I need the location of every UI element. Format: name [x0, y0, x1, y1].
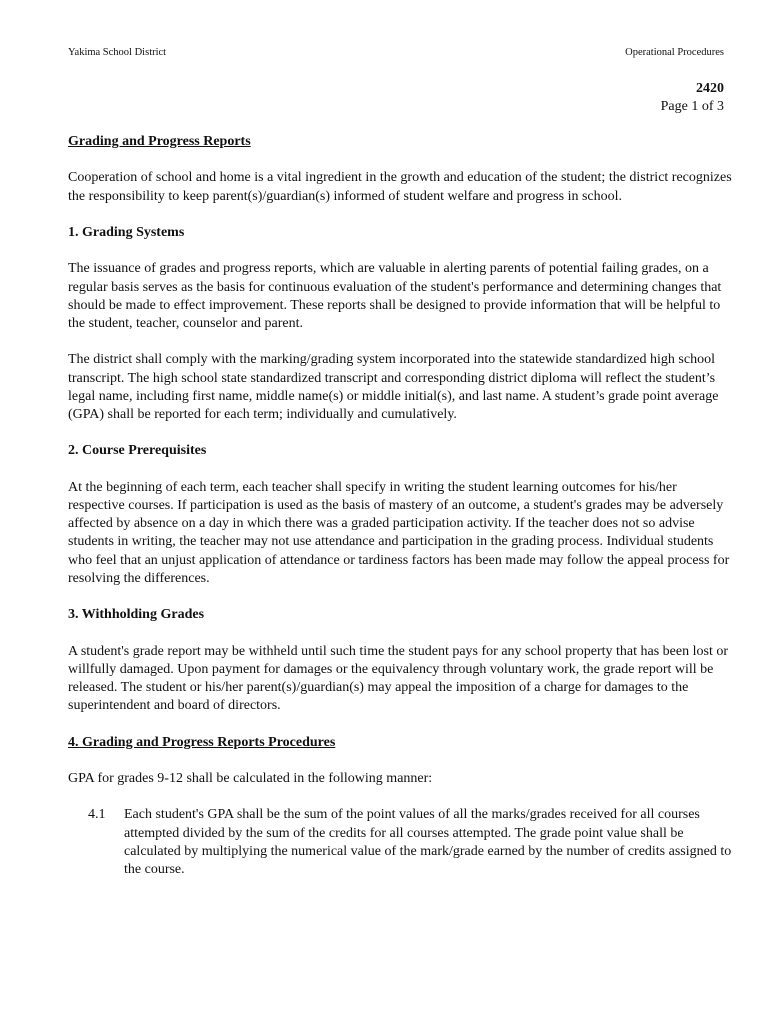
- list-item-4-1: [68, 806, 734, 879]
- section-heading-procedures: 4. Grading and Progress Reports Procedures: [68, 734, 336, 750]
- intro-paragraph: Cooperation of school and home is a vital ingredient in the growth and education of the student; the district recognizes the responsibility to keep parent(s)/guardian(s) informed of student welfare and progress in school.: [68, 170, 732, 204]
- doc-number: 2420: [696, 81, 724, 96]
- list-item-text: Each student's GPA shall be the sum of the point values of all the marks/grades received for all courses attempted divided by the sum of the credits for all courses attempted. The grade point value shall be calculated by multiplying the numerical value of the mark/grade earned by the number of credits assigned to the course.: [124, 807, 732, 877]
- list-item-number: 4.1: [88, 807, 106, 823]
- header-doc-type: Operational Procedures: [625, 47, 724, 58]
- document-body: [68, 133, 734, 879]
- section-heading-course-prerequisites: 2. Course Prerequisites: [68, 443, 207, 459]
- withholding-grades-paragraph: A student's grade report may be withheld until such time the student pays for any school property that has been lost or willfully damaged. Upon payment for damages or the equivalency through voluntary work, the grade report will be released. The student or his/her parent(s)/guardian(s) may appeal the imposition of a charge for damages to the superintendent and board of directors.: [68, 643, 728, 714]
- grading-systems-paragraph-1: The issuance of grades and progress reports, which are valuable in alerting parents of potential failing grades, on a regular basis serves as the basis for continuous evaluation of the student's performance and determining changes that should be made to effect improvement. These reports shall be designed to provide information that will be helpful to the student, teacher, counselor and parent.: [68, 261, 722, 331]
- header-district: Yakima School District: [68, 47, 167, 58]
- doc-number-block: [661, 80, 724, 116]
- page-indicator: Page 1 of 3: [660, 99, 724, 114]
- course-prerequisites-paragraph: At the beginning of each term, each teacher shall specify in writing the student learning outcomes for his/her respective courses. If participation is used as the basis of mastery of an outcome, a student's grades may be adversely affected by absence on a day in which there was a graded participation activity. If the teacher does not so advise students in writing, the teacher may not use attendance and participation in the grading process. Individual students who feel that an unjust application of attendance or tardiness factors has been made may follow the appeal process for resolving the differences.: [68, 479, 730, 586]
- page-title: Grading and Progress Reports: [68, 134, 251, 149]
- grading-systems-paragraph-2: The district shall comply with the marking/grading system incorporated into the statewide standardized high school transcript. The high school state standardized transcript and corresponding district diploma will reflect the student’s legal name, including first name, middle name(s) or middle initial(s), and last name. A student’s grade point average (GPA) shall be reported for each term; individually and cumulatively.: [68, 352, 719, 422]
- section-heading-grading-systems: 1. Grading Systems: [68, 224, 185, 240]
- procedures-paragraph: GPA for grades 9-12 shall be calculated in the following manner:: [68, 770, 433, 786]
- section-heading-withholding-grades: 3. Withholding Grades: [68, 607, 205, 623]
